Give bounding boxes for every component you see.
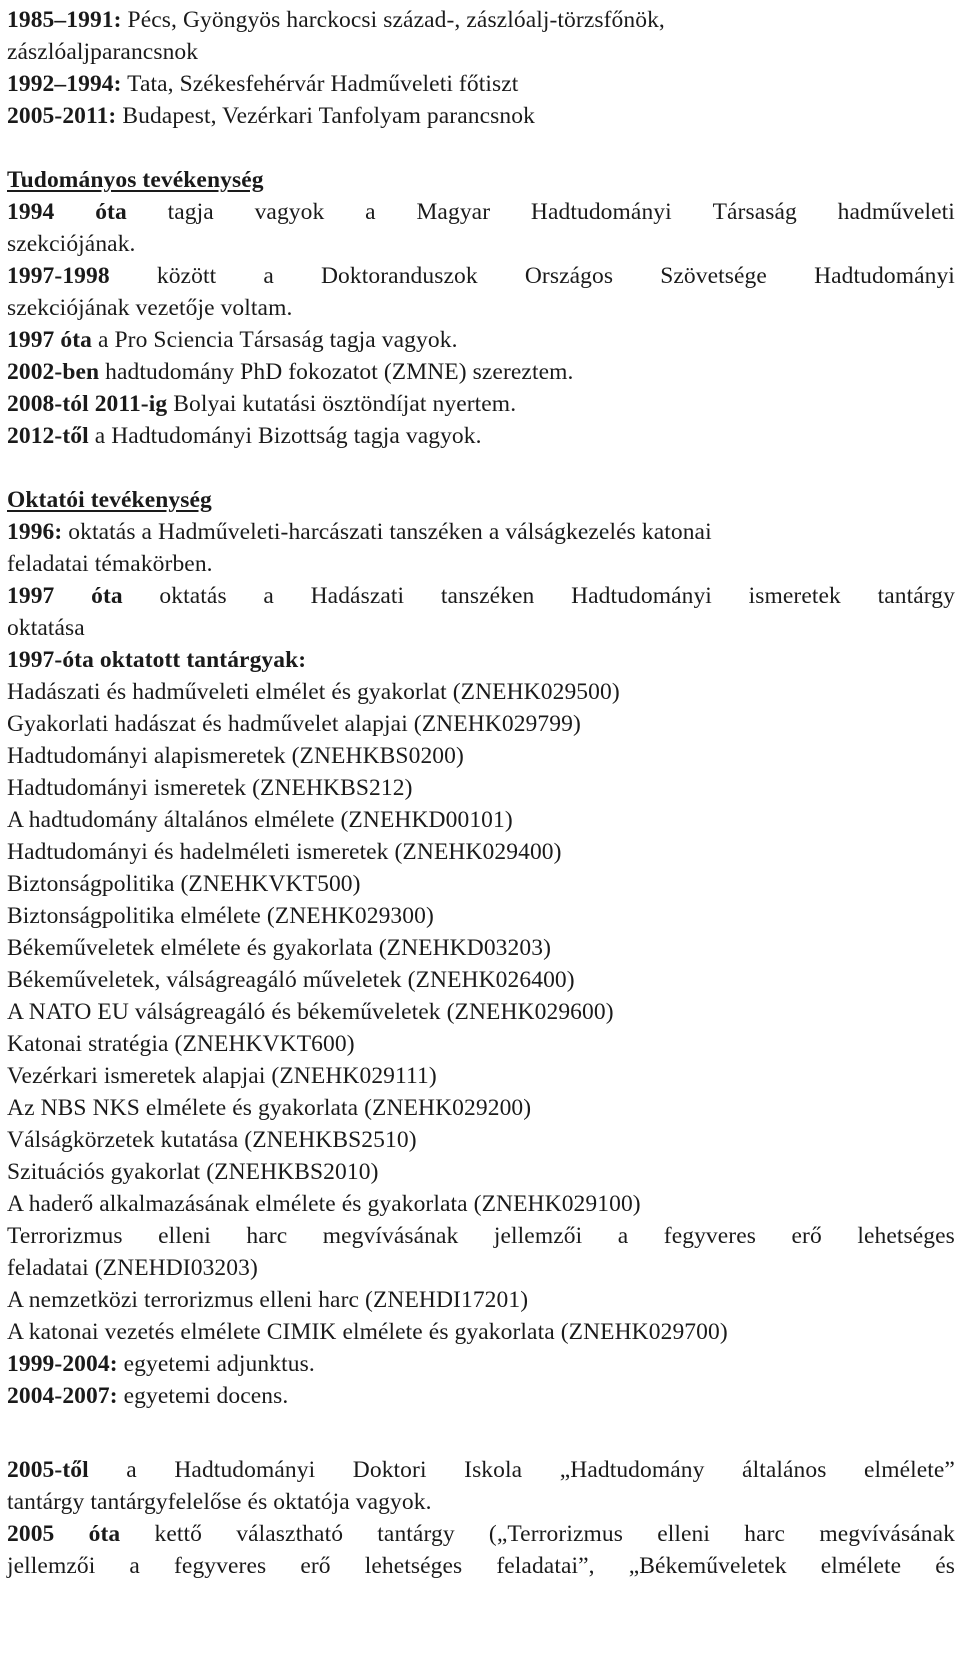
teaching-paragraph-1: 1996: oktatás a Hadműveleti-harcászati tanszéken a válságkezelés katonai [7, 519, 712, 545]
science-item: 2012-től a Hadtudományi Bizottság tagja vagyok. [7, 423, 482, 449]
list-item-end: feladatai (ZNEHDI03203) [7, 1255, 258, 1281]
science-heading: Tudományos tevékenység [7, 167, 264, 193]
list-item: Terrorizmus elleni harc megvívásának jellemzői a fegyveres erő lehetséges [7, 1223, 955, 1249]
career-line: 1985–1991: Pécs, Gyöngyös harckocsi század-, zászlóalj-törzsfőnök, [7, 7, 665, 33]
list-item: Szituációs gyakorlat (ZNEHKBS2010) [7, 1159, 379, 1185]
list-item: Hadtudományi és hadelméleti ismeretek (ZNEHK029400) [7, 839, 562, 865]
list-item: Hadtudományi alapismeretek (ZNEHKBS0200) [7, 743, 464, 769]
doctoral-paragraph-3: jellemzői a fegyveres erő lehetséges feladatai”, „Békeműveletek elmélete és [7, 1553, 955, 1579]
teaching-heading: Oktatói tevékenység [7, 487, 212, 513]
science-item: 1997 óta a Pro Sciencia Társaság tagja vagyok. [7, 327, 458, 353]
teaching-paragraph-2-end: oktatása [7, 615, 85, 641]
list-item: A katonai vezetés elmélete CIMIK elmélete és gyakorlata (ZNEHK029700) [7, 1319, 728, 1345]
career-line: 2005-2011: Budapest, Vezérkari Tanfolyam parancsnok [7, 103, 535, 129]
science-paragraph-2: 1997-1998 között a Doktoranduszok Országos Szövetsége Hadtudományi [7, 263, 955, 289]
career-line: zászlóaljparancsnok [7, 39, 199, 65]
subjects-list [7, 676, 955, 1348]
list-item: Hadászati és hadműveleti elmélet és gyakorlat (ZNEHK029500) [7, 679, 620, 705]
science-paragraph-2-end: szekciójának vezetője voltam. [7, 295, 293, 321]
subjects-heading: 1997-óta oktatott tantárgyak: [7, 647, 307, 673]
list-item: Békeműveletek, válságreagáló műveletek (ZNEHK026400) [7, 967, 575, 993]
list-item: Biztonságpolitika (ZNEHKVKT500) [7, 871, 361, 897]
science-item: 2002-ben hadtudomány PhD fokozatot (ZMNE) szereztem. [7, 359, 574, 385]
doctoral-paragraph-1: 2005-től a Hadtudományi Doktori Iskola „Hadtudomány általános elmélete” [7, 1457, 955, 1483]
list-item: Hadtudományi ismeretek (ZNEHKBS212) [7, 775, 413, 801]
list-item: A NATO EU válságreagáló és békeműveletek (ZNEHK029600) [7, 999, 614, 1025]
science-item: 2008-tól 2011-ig Bolyai kutatási ösztöndíjat nyertem. [7, 391, 517, 417]
science-paragraph-1: 1994 óta tagja vagyok a Magyar Hadtudományi Társaság hadműveleti [7, 199, 955, 225]
career-line: 1992–1994: Tata, Székesfehérvár Hadműveleti főtiszt [7, 71, 519, 97]
science-paragraph-1-end: szekciójának. [7, 231, 136, 257]
doctoral-paragraph-2: 2005 óta kettő választható tantárgy („Terrorizmus elleni harc megvívásának [7, 1521, 955, 1547]
position-item: 1999-2004: egyetemi adjunktus. [7, 1351, 315, 1377]
teaching-paragraph-2: 1997 óta oktatás a Hadászati tanszéken Hadtudományi ismeretek tantárgy [7, 583, 955, 609]
doctoral-paragraph-1-end: tantárgy tantárgyfelelőse és oktatója vagyok. [7, 1489, 432, 1515]
list-item: Válságkörzetek kutatása (ZNEHKBS2510) [7, 1127, 417, 1153]
list-item: A nemzetközi terrorizmus elleni harc (ZNEHDI17201) [7, 1287, 529, 1313]
list-item: A haderő alkalmazásának elmélete és gyakorlata (ZNEHK029100) [7, 1191, 641, 1217]
list-item: A hadtudomány általános elmélete (ZNEHKD00101) [7, 807, 513, 833]
list-item: Biztonságpolitika elmélete (ZNEHK029300) [7, 903, 434, 929]
teaching-paragraph-1-end: feladatai témakörben. [7, 551, 213, 577]
list-item: Katonai stratégia (ZNEHKVKT600) [7, 1031, 355, 1057]
list-item: Gyakorlati hadászat és hadművelet alapjai (ZNEHK029799) [7, 711, 581, 737]
document-page [7, 4, 955, 1582]
list-item: Békeműveletek elmélete és gyakorlata (ZNEHKD03203) [7, 935, 551, 961]
position-item: 2004-2007: egyetemi docens. [7, 1383, 289, 1409]
list-item: Az NBS NKS elmélete és gyakorlata (ZNEHK029200) [7, 1095, 532, 1121]
list-item: Vezérkari ismeretek alapjai (ZNEHK029111) [7, 1063, 437, 1089]
